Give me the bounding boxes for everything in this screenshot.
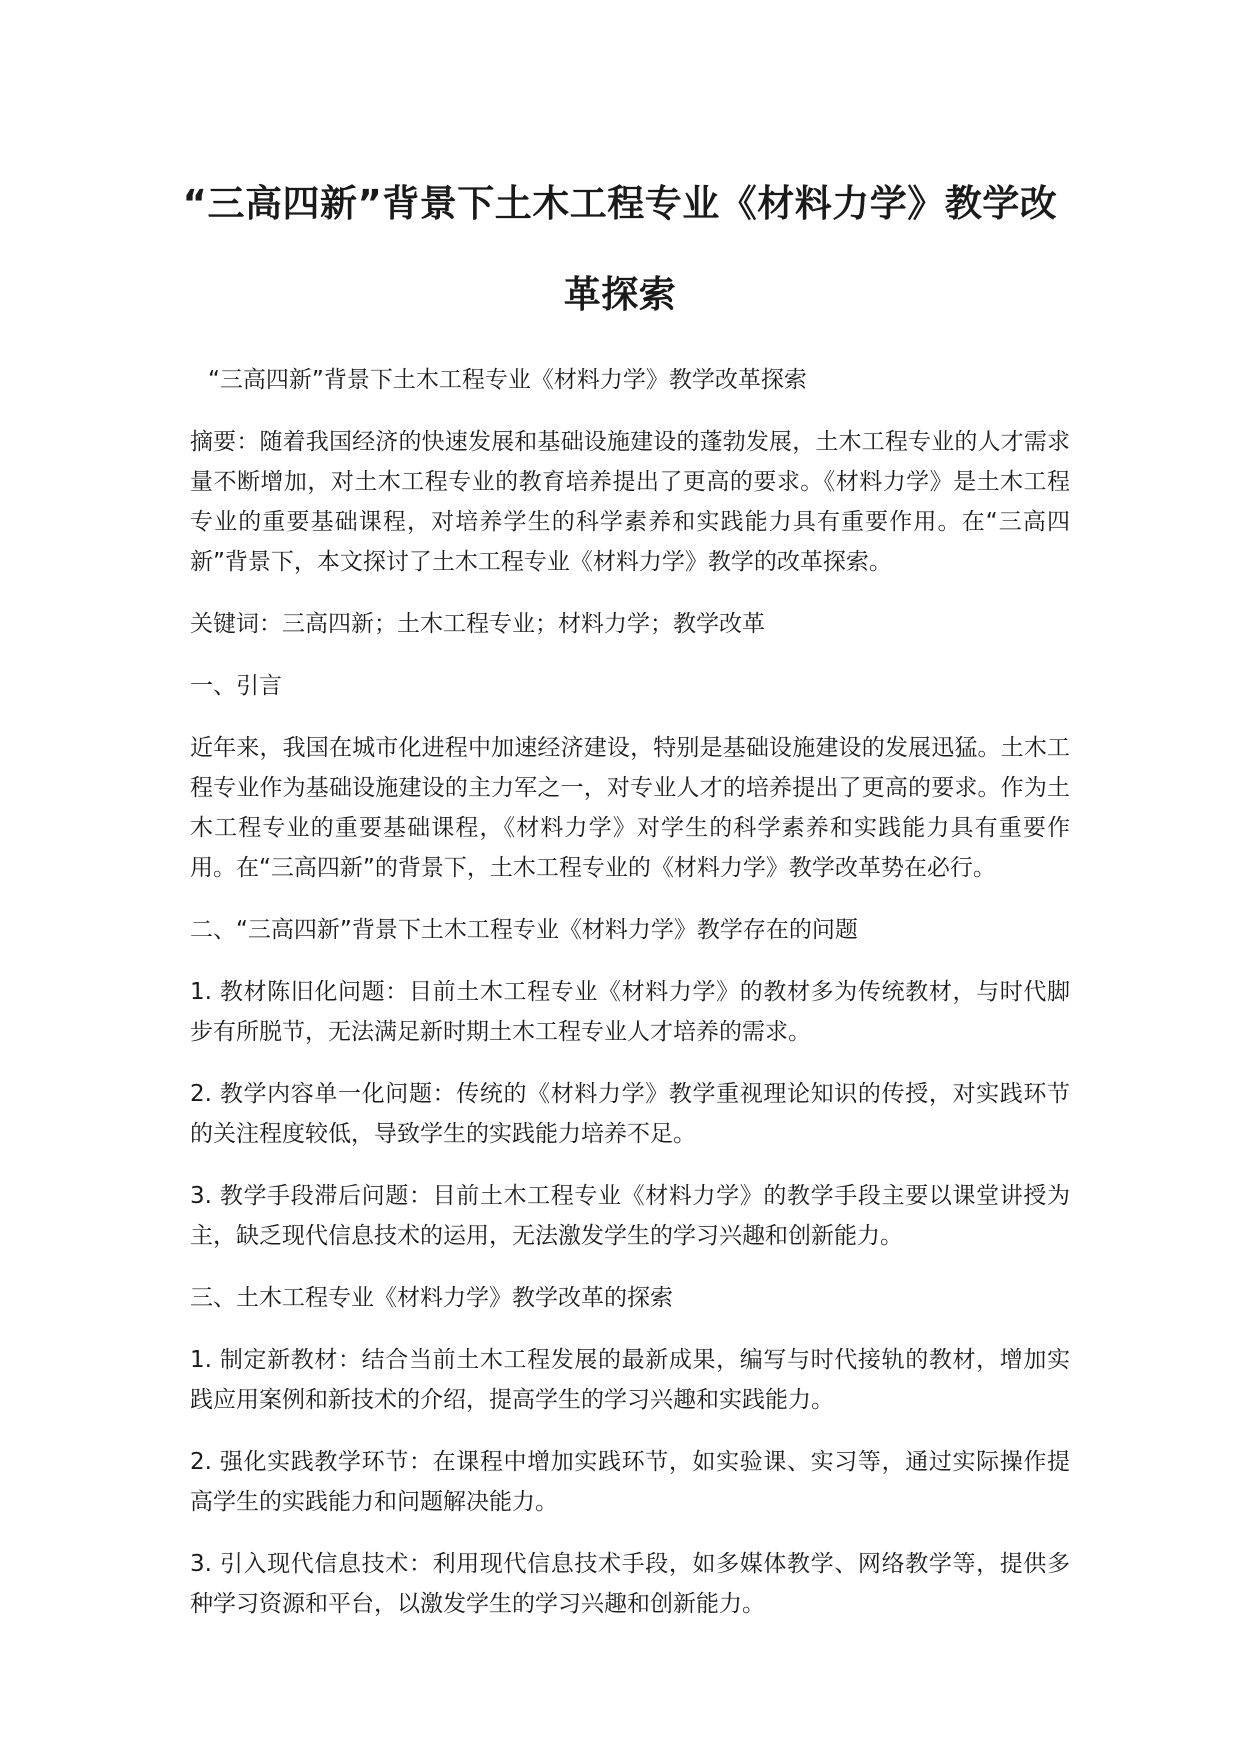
section-heading-introduction: 一、引言: [190, 673, 282, 699]
abstract-paragraph: 摘要：随着我国经济的快速发展和基础设施建设的蓬勃发展，土木工程专业的人才需求量不断增加，对土木工程专业的教育培养提出了更高的要求。《材料力学》是土木工程专业的重要基础课程，对培养学生的科学素养和实践能力具有重要作用。在“三高四新”背景下，本文探讨了土木工程专业《材料力学》教学的改革探索。: [190, 429, 1070, 575]
reform-item-2: 2. 强化实践教学环节：在课程中增加实践环节，如实验课、实习等，通过实际操作提高学生的实践能力和问题解决能力。: [190, 1449, 1070, 1515]
problem-item-3: 3. 教学手段滞后问题：目前土木工程专业《材料力学》的教学手段主要以课堂讲授为主，缺乏现代信息技术的运用，无法激发学生的学习兴趣和创新能力。: [190, 1183, 1070, 1249]
problem-item-1: 1. 教材陈旧化问题：目前土木工程专业《材料力学》的教材多为传统教材，与时代脚步有所脱节，无法满足新时期土木工程专业人才培养的需求。: [190, 979, 1070, 1045]
introduction-paragraph: 近年来，我国在城市化进程中加速经济建设，特别是基础设施建设的发展迅猛。土木工程专业作为基础设施建设的主力军之一，对专业人才的培养提出了更高的要求。作为土木工程专业的重要基础课程，《材料力学》对学生的科学素养和实践能力具有重要作用。在“三高四新”的背景下，土木工程专业的《材料力学》教学改革势在必行。: [190, 735, 1070, 881]
reform-item-1: 1. 制定新教材：结合当前土木工程发展的最新成果，编写与时代接轨的教材，增加实践应用案例和新技术的介绍，提高学生的学习兴趣和实践能力。: [190, 1347, 1070, 1413]
section-heading-reform: 三、土木工程专业《材料力学》教学改革的探索: [190, 1285, 673, 1311]
subtitle-paragraph: “三高四新”背景下土木工程专业《材料力学》教学改革探索: [208, 367, 807, 393]
document-body: [190, 360, 1070, 1646]
document-title: “三高四新”背景下土木工程专业《材料力学》教学改革探索: [182, 182, 1058, 316]
problem-item-2: 2. 教学内容单一化问题：传统的《材料力学》教学重视理论知识的传授，对实践环节的关注程度较低，导致学生的实践能力培养不足。: [190, 1081, 1070, 1147]
keywords-paragraph: 关键词：三高四新；土木工程专业；材料力学；教学改革: [190, 611, 765, 637]
reform-item-3: 3. 引入现代信息技术：利用现代信息技术手段，如多媒体教学、网络教学等，提供多种学习资源和平台，以激发学生的学习兴趣和创新能力。: [190, 1551, 1070, 1617]
section-heading-problems: 二、“三高四新”背景下土木工程专业《材料力学》教学存在的问题: [190, 917, 858, 943]
